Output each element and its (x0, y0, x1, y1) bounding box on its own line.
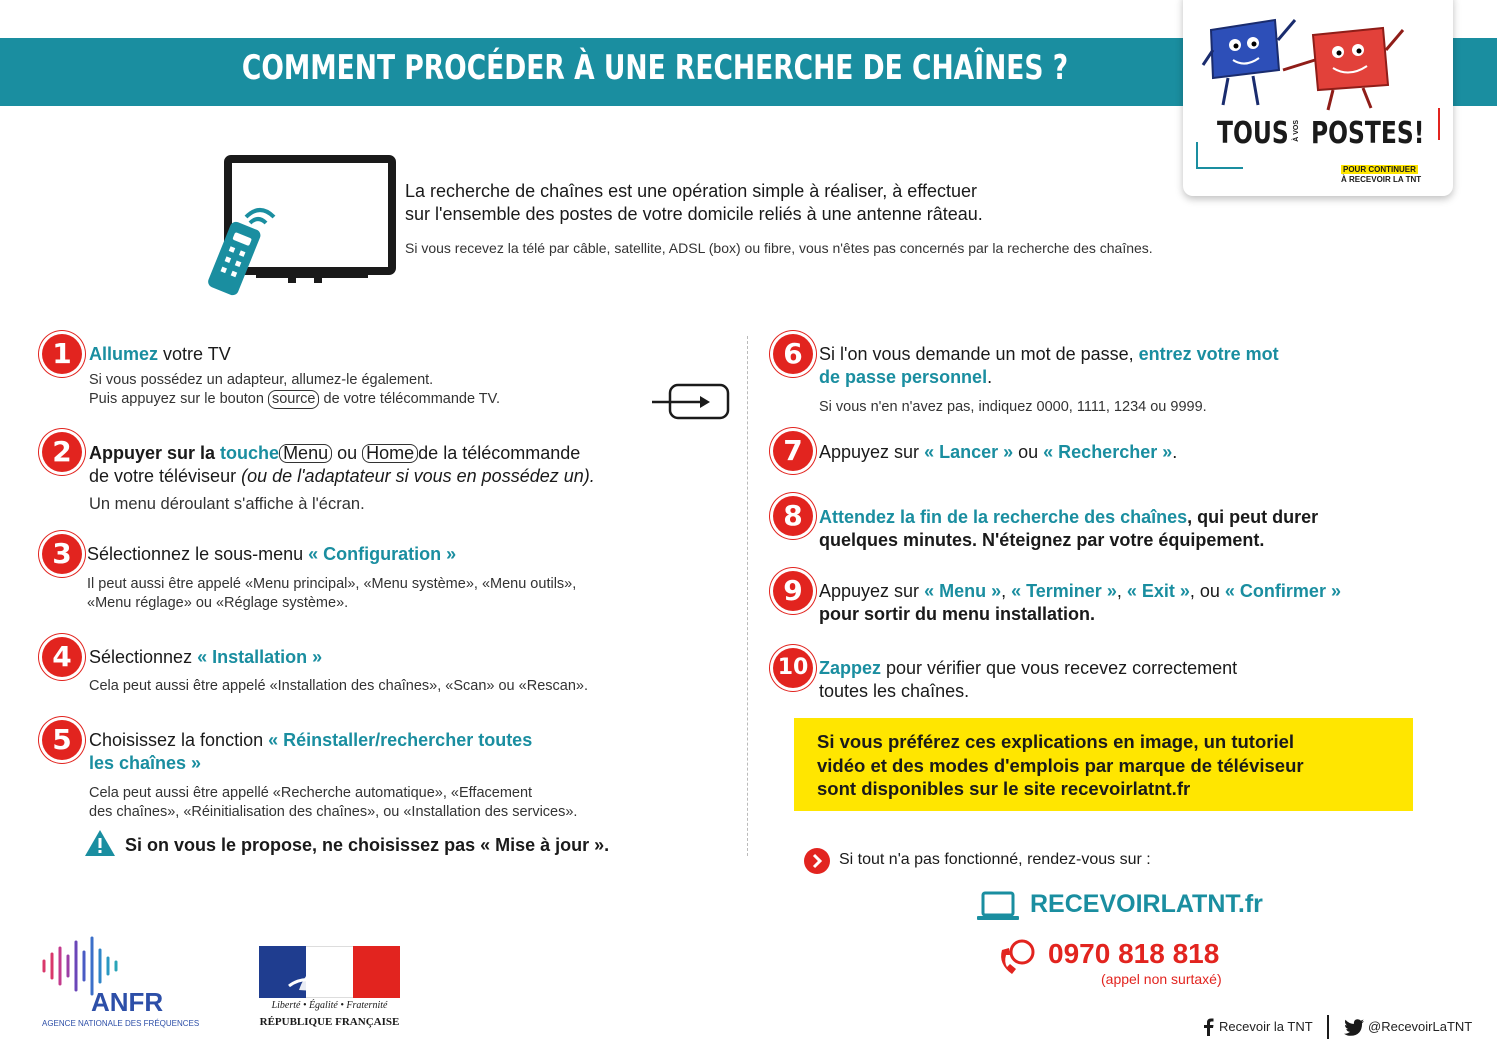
laptop-icon (976, 891, 1020, 923)
warning-icon (83, 828, 117, 858)
logo-a-vos: À VOS (1293, 120, 1300, 142)
facebook-icon[interactable] (1202, 1018, 1214, 1036)
phone-note: (appel non surtaxé) (1101, 971, 1222, 987)
step-3-desc: Il peut aussi être appelé «Menu principal», «Menu système», «Menu outils», «Menu réglage» ou «Réglage système». (87, 576, 577, 611)
step-4-title: Sélectionnez « Installation » (89, 647, 323, 667)
step-3-title: Sélectionnez le sous-menu « Configuration » (87, 544, 457, 564)
home-key: Home (362, 444, 418, 463)
source-input-icon (650, 382, 732, 422)
facebook-link[interactable]: Recevoir la TNT (1219, 1019, 1313, 1034)
tv-remote-icon (198, 155, 398, 300)
logo-tagline-2: À RECEVOIR LA TNT (1341, 175, 1422, 184)
contact-intro: Si tout n'a pas fonctionné, rendez-vous sur : (839, 851, 1151, 868)
step-9-number: 9 (773, 571, 813, 611)
step-7-number: 7 (773, 431, 813, 471)
intro-text: La recherche de chaînes est une opération simple à réaliser, à effectuer sur l'ensemble des postes de votre domicile reliés à une antenne râteau. (405, 181, 983, 224)
logo-postes: POSTES! (1311, 116, 1425, 151)
chevron-right-icon (804, 848, 830, 874)
marianne-icon (259, 946, 400, 998)
tous-a-vos-postes-logo (1183, 0, 1453, 196)
step-5-desc: Cela peut aussi être appellé «Recherche automatique», «Effacement des chaînes», «Réinitialisation des chaînes», ou «Installation des services». (89, 785, 578, 820)
step-1-number: 1 (42, 334, 82, 374)
twitter-link[interactable]: @RecevoirLaTNT (1368, 1019, 1473, 1034)
step-2-title: Appuyer sur la touche Menu ou Home de la télécommande de votre téléviseur (ou de l'adaptateur si vous en possédez un). (89, 443, 595, 486)
step-6-desc: Si vous n'en n'avez pas, indiquez 0000, 1111, 1234 ou 9999. (819, 399, 1207, 415)
step-4-number: 4 (42, 637, 82, 677)
column-divider (747, 336, 748, 856)
website-link[interactable]: RECEVOIRLATNT.fr (1030, 890, 1263, 918)
menu-key: Menu (279, 444, 332, 463)
help-box-text: Si vous préférez ces explications en image, un tutoriel vidéo et des modes d'emplois par marque de téléviseur sont disponibles sur le site recevoirlatnt.fr (817, 731, 1304, 799)
rf-name: RÉPUBLIQUE FRANÇAISE (259, 1016, 400, 1028)
step-2-number: 2 (42, 432, 82, 472)
intro-note: Si vous recevez la télé par câble, satellite, ADSL (box) ou fibre, vous n'êtes pas concernés par la recherche des chaînes. (405, 240, 1153, 256)
step-5-number: 5 (42, 720, 82, 760)
page-title: COMMENT PROCÉDER À UNE RECHERCHE DE CHAÎNES ? (241, 48, 1069, 88)
step-5-title: Choisissez la fonction « Réinstaller/rechercher toutes les chaînes » (89, 730, 533, 773)
step-8-title: Attendez la fin de la recherche des chaînes, qui peut durer quelques minutes. N'éteignez par votre équipement. (819, 507, 1319, 550)
step-8-number: 8 (773, 496, 813, 536)
twitter-icon[interactable] (1344, 1019, 1364, 1036)
step-4-desc: Cela peut aussi être appelé «Installation des chaînes», «Scan» ou «Rescan». (89, 678, 588, 694)
anfr-subtitle: AGENCE NATIONALE DES FRÉQUENCES (42, 1019, 200, 1028)
step-1-desc: Si vous possédez un adapteur, allumez-le également. Puis appuyez sur le bouton source de votre télécommande TV. (89, 372, 501, 407)
step-2-desc: Un menu déroulant s'affiche à l'écran. (89, 495, 365, 513)
step-9-title: Appuyez sur « Menu », « Terminer », « Exit », ou « Confirmer » pour sortir du menu installation. (819, 581, 1341, 624)
step-6-title: Si l'on vous demande un mot de passe, entrez votre mot de passe personnel. (819, 344, 1279, 387)
logo-tagline-1: POUR CONTINUER (1343, 165, 1416, 174)
anfr-logo-text: ANFR (91, 987, 164, 1017)
rf-motto: Liberté • Égalité • Fraternité (271, 1000, 388, 1011)
step-3-number: 3 (42, 534, 82, 574)
step-5-warning: Si on vous le propose, ne choisissez pas « Mise à jour ». (125, 835, 610, 855)
step-1-title: Allumez votre TV (89, 344, 231, 364)
source-key: source (268, 390, 320, 409)
step-10-number: 10 (773, 648, 813, 688)
step-10-title: Zappez pour vérifier que vous recevez correctement toutes les chaînes. (819, 658, 1238, 701)
step-7-title: Appuyez sur « Lancer » ou « Rechercher ». (819, 442, 1178, 462)
footer-separator (1327, 1015, 1329, 1039)
phone-number[interactable]: 0970 818 818 (1048, 938, 1220, 969)
logo-tous: TOUS (1217, 116, 1289, 151)
step-6-number: 6 (773, 334, 813, 374)
phone-icon (996, 938, 1040, 978)
